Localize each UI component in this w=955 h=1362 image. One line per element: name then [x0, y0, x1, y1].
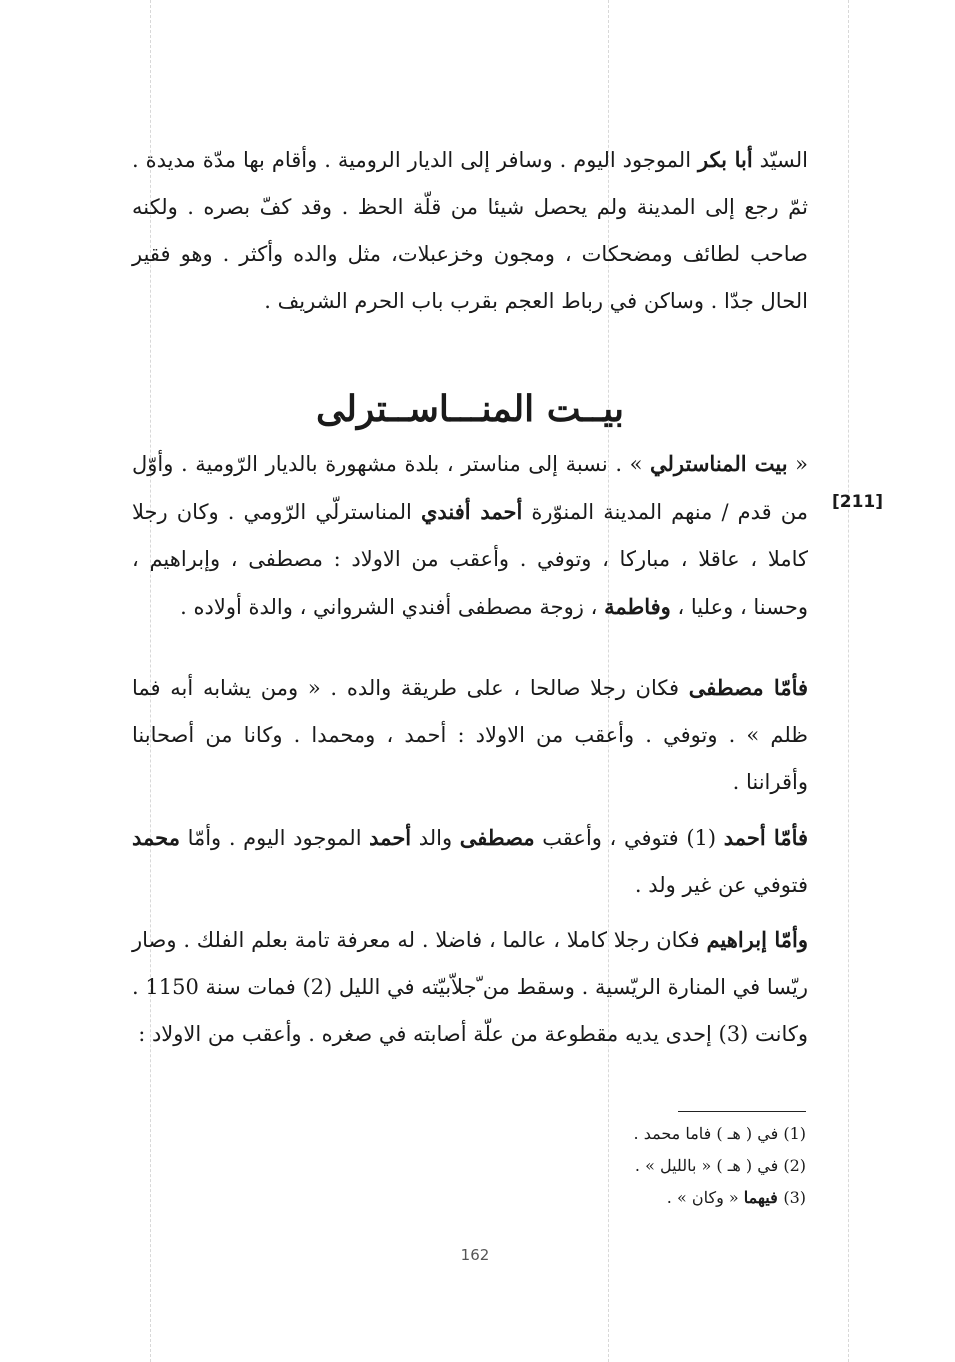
text-run: الموجود اليوم . وسافر إلى الديار الرومية . وأقام بها مدّة مديدة . ثمّ رجع إلى المدينة ولم يحصل شيئا من قلّة الحظ . وقد كفّ بصره . ولكنه صاحب لطائف ومضحكات ، ومجون وخزعبلات، مثل والده وأكثر . وهو فقير الحال جدّا . وساكن في رباط العجم بقرب باب الحرم الشريف . [132, 148, 808, 313]
footnote-1 [400, 1118, 806, 1150]
paragraph-mustafa [132, 664, 808, 806]
footnote-text: « وكان » . [666, 1188, 744, 1207]
paragraph-abu-bakr [132, 136, 808, 325]
paragraph-ahmad [132, 814, 808, 909]
bold-name: وفاطمة [604, 594, 671, 619]
text-run: المناسترلّي الرّومي . وكان رجلا كاملا ، عاقلا ، مباركا ، وتوفي . وأعقب من الاولاد : مصطفى ، وإبراهيم ، وحسنا ، وعليا ، [132, 500, 808, 619]
footnote-bold: فيهما [743, 1188, 784, 1207]
margin-page-reference: [211] [832, 492, 884, 512]
bold-name: أحمد أفندي [420, 499, 523, 524]
scan-fold-line [848, 0, 849, 1362]
footnotes [400, 1118, 806, 1214]
footnote-text: في ( هـ ) « بالليل » . [634, 1156, 784, 1175]
text-run: فتوفي عن غير ولد . [634, 873, 808, 897]
paragraph-ibrahim [132, 916, 808, 1058]
footnote-number: (1) [783, 1124, 806, 1143]
text-run: (1) فتوفي ، وأعقب [534, 826, 724, 850]
footnote-divider [678, 1111, 806, 1112]
text-run: الموجود اليوم . وأمّا [179, 826, 370, 850]
text-run: فكان رجلا كاملا ، عالما ، فاضلا . له معرفة تامة بعلم الفلك . وصار ريّسا في المنارة الريّسية . وسقط من ّجلاّبيّته في الليل (2) فمات سنة 1150 . وكانت (3) إحدى يديه مقطوعة من علّة أصابته في صغره . وأعقب من الاولاد : [132, 928, 808, 1046]
section-title: بيــت المنـــاســترلى [315, 388, 625, 430]
bold-name: فأمّا مصطفى [688, 675, 809, 700]
text-run: فكان رجلا صالحا ، على طريقة والده . « ومن يشابه أبه فما ظلم » . وتوفي . وأعقب من الاولاد : أحمد ، ومحمدا . وكانا من أصحابنا وأقراننا . [132, 676, 808, 794]
footnote-number: (2) [783, 1156, 806, 1175]
bold-name: بيت المناسترلي [650, 451, 788, 476]
paragraph-family-intro [132, 440, 808, 631]
text-run: والد [411, 826, 460, 850]
text-run: السيّد [752, 148, 808, 172]
footnote-2 [400, 1150, 806, 1182]
footnote-3 [400, 1182, 806, 1214]
bold-name: فأمّا أحمد [723, 825, 809, 850]
text-run: » . نسبة إلى مناستر ، بلدة مشهورة بالديار الرّومية . وأوّل من قدم / منهم المدينة المنوّرة [132, 452, 808, 524]
bold-name: محمد [132, 825, 180, 850]
bold-name: أحمد [369, 825, 412, 850]
bold-name: مصطفى [459, 825, 535, 850]
bold-name: وأمّا إبراهيم [706, 927, 808, 952]
text-run: « [787, 452, 808, 476]
page-number: 162 [460, 1246, 490, 1264]
footnote-number: (3) [783, 1188, 806, 1207]
text-run: ، زوجة مصطفى أفندي الشرواني ، والدة أولاده . [180, 595, 605, 619]
bold-name: أبا بكر [698, 147, 753, 172]
footnote-text: في ( هـ ) فاما محمد . [633, 1124, 784, 1143]
